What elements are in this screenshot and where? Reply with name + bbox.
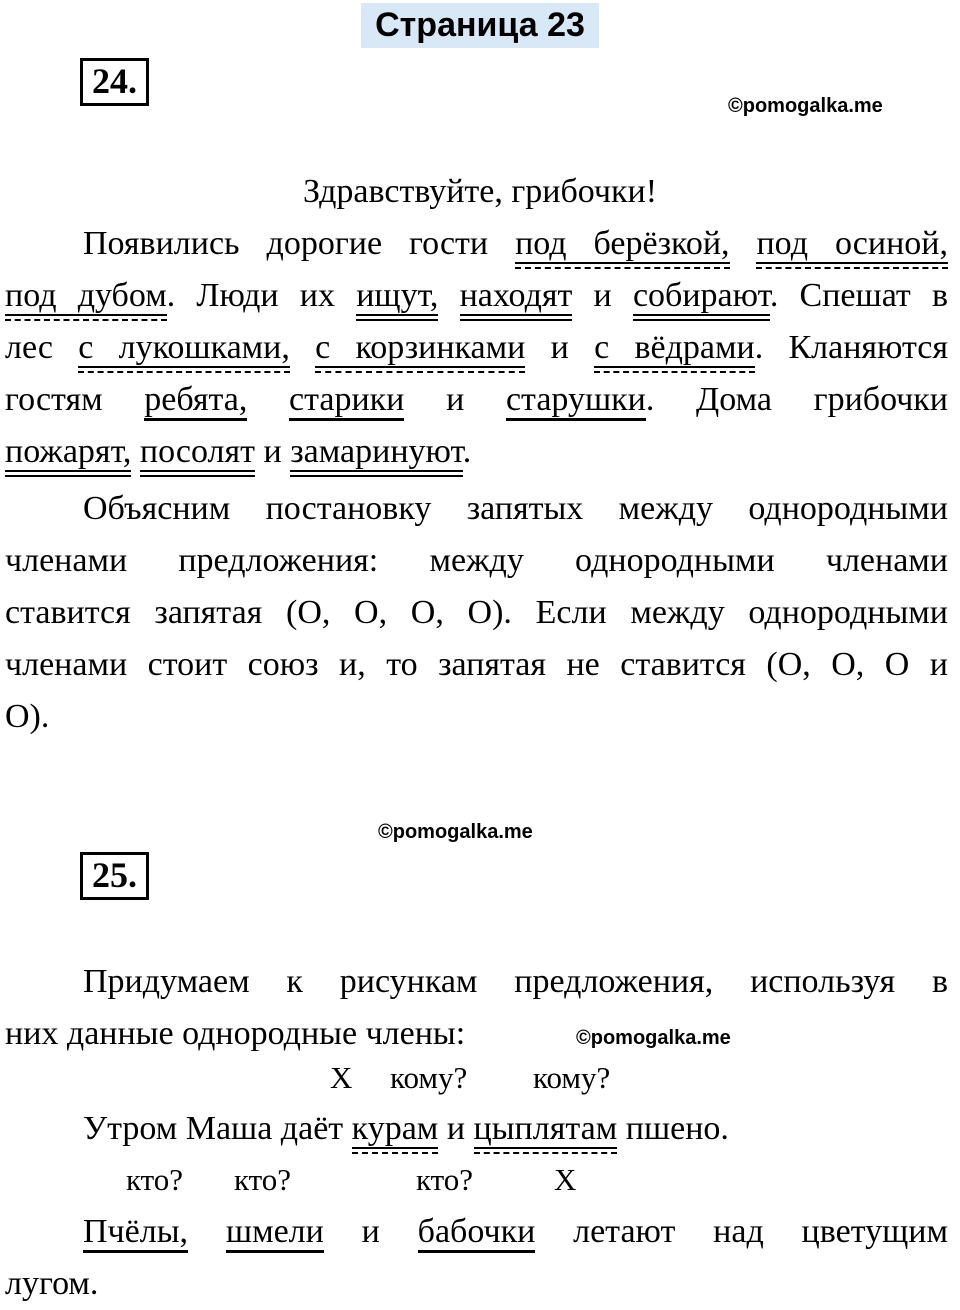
exercise-25-number-badge: 25.	[80, 852, 149, 900]
question-annotations-sentence-1	[0, 1058, 960, 1100]
text-line	[5, 535, 948, 587]
text-line	[5, 374, 948, 426]
underlined-term-double: посолят	[140, 433, 255, 477]
underlined-term-dashed: с вёдрами	[594, 329, 755, 366]
text-segment: членами предложения: между однородными членами	[5, 542, 948, 579]
text-segment: Появились дорогие гости	[83, 225, 516, 262]
text-segment: . Спешат в	[769, 277, 948, 314]
text-segment: О).	[5, 698, 50, 735]
watermark-bottom: ©pomogalka.me	[576, 1027, 731, 1049]
underlined-term-double: ищут,	[356, 277, 438, 321]
text-line	[5, 639, 948, 691]
text-segment: членами стоит союз и, то запятая не ставится (О, О, О и	[5, 646, 948, 683]
text-line	[5, 1103, 948, 1155]
exercise-25-intro-paragraph	[5, 956, 948, 1060]
text-segment: Придумаем к рисункам предложения, используя в	[83, 963, 948, 1000]
text-segment: летают над цветущим	[535, 1213, 949, 1250]
text-segment: ставится запятая (О, О, О, О). Если между однородными	[5, 594, 948, 631]
underlined-term-solid: шмели	[226, 1213, 324, 1253]
text-segment: них данные однородные члены:	[5, 1015, 466, 1052]
exercise-24-story-paragraph	[5, 218, 948, 478]
text-segment: кто?	[416, 1162, 474, 1197]
text-segment: и	[438, 1110, 474, 1147]
underlined-term-double: находят	[460, 277, 573, 321]
text-segment: кому?	[533, 1060, 611, 1095]
text-segment: и	[323, 1213, 418, 1250]
text-segment: . Кланяются	[754, 329, 948, 366]
text-line	[5, 1258, 948, 1310]
text-segment: и	[404, 381, 506, 418]
watermark-middle: ©pomogalka.me	[378, 821, 533, 843]
text-segment: пшено.	[617, 1110, 729, 1147]
underlined-term-dashed: под осиной,	[756, 225, 948, 262]
text-segment: кто?	[234, 1162, 292, 1197]
underlined-term-solid: старушки	[506, 381, 646, 421]
page-header	[0, 3, 960, 48]
text-line	[5, 483, 948, 535]
text-line	[5, 956, 948, 1008]
text-segment	[131, 433, 140, 470]
text-segment: Объясним постановку запятых между однородными	[83, 490, 948, 527]
text-segment: гостям	[5, 381, 145, 418]
underlined-term-dashed: под дубом	[5, 277, 167, 314]
exercise-25-sentence-1	[5, 1103, 948, 1155]
exercise-24-number-badge: 24.	[80, 58, 149, 106]
text-line	[5, 1206, 948, 1258]
text-segment	[730, 225, 757, 262]
text-line	[5, 322, 948, 374]
underlined-term-solid: старики	[289, 381, 404, 421]
text-segment: . Дома грибочки	[645, 381, 949, 418]
text-line	[5, 587, 948, 639]
text-segment: кто?	[126, 1162, 184, 1197]
underlined-term-solid: бабочки	[418, 1213, 536, 1253]
text-segment	[247, 381, 289, 418]
text-segment: и	[255, 433, 291, 470]
text-segment: Х	[330, 1060, 353, 1095]
exercise-24-explanation-paragraph	[5, 483, 948, 743]
underlined-term-dashed: с лукошками,	[78, 329, 290, 366]
underlined-term-dashed: курам	[351, 1110, 439, 1147]
text-segment	[188, 1213, 226, 1250]
watermark-top: ©pomogalka.me	[728, 95, 883, 117]
text-line	[5, 218, 948, 270]
text-segment: Х	[554, 1162, 577, 1197]
underlined-term-dashed: под берёзкой,	[515, 225, 730, 262]
underlined-term-solid: Пчёлы,	[83, 1213, 188, 1253]
underlined-term-dashed: с корзинками	[315, 329, 526, 366]
text-line	[5, 691, 948, 743]
text-segment: . Люди их	[166, 277, 357, 314]
text-segment: и	[525, 329, 595, 366]
text-segment: .	[462, 433, 472, 470]
text-segment	[290, 329, 315, 366]
underlined-term-double: пожарят,	[5, 433, 131, 477]
text-segment: и	[572, 277, 633, 314]
underlined-term-dashed: цыплятам	[473, 1110, 618, 1147]
text-segment: лес	[5, 329, 79, 366]
underlined-term-double: замаринуют	[290, 433, 463, 477]
underlined-term-double: собирают	[633, 277, 770, 321]
story-title: Здравствуйте, грибочки!	[302, 173, 658, 210]
text-segment: кому?	[390, 1060, 468, 1095]
text-segment	[438, 277, 459, 314]
text-line	[5, 1008, 948, 1060]
underlined-term-solid: ребята,	[144, 381, 247, 421]
exercise-25-sentence-2	[5, 1206, 948, 1310]
text-line	[5, 270, 948, 322]
text-line	[5, 426, 948, 478]
text-segment: Утром Маша даёт	[83, 1110, 352, 1147]
text-segment: лугом.	[5, 1265, 99, 1302]
page-title: Страница 23	[361, 3, 599, 48]
question-annotations-sentence-2	[0, 1160, 960, 1202]
